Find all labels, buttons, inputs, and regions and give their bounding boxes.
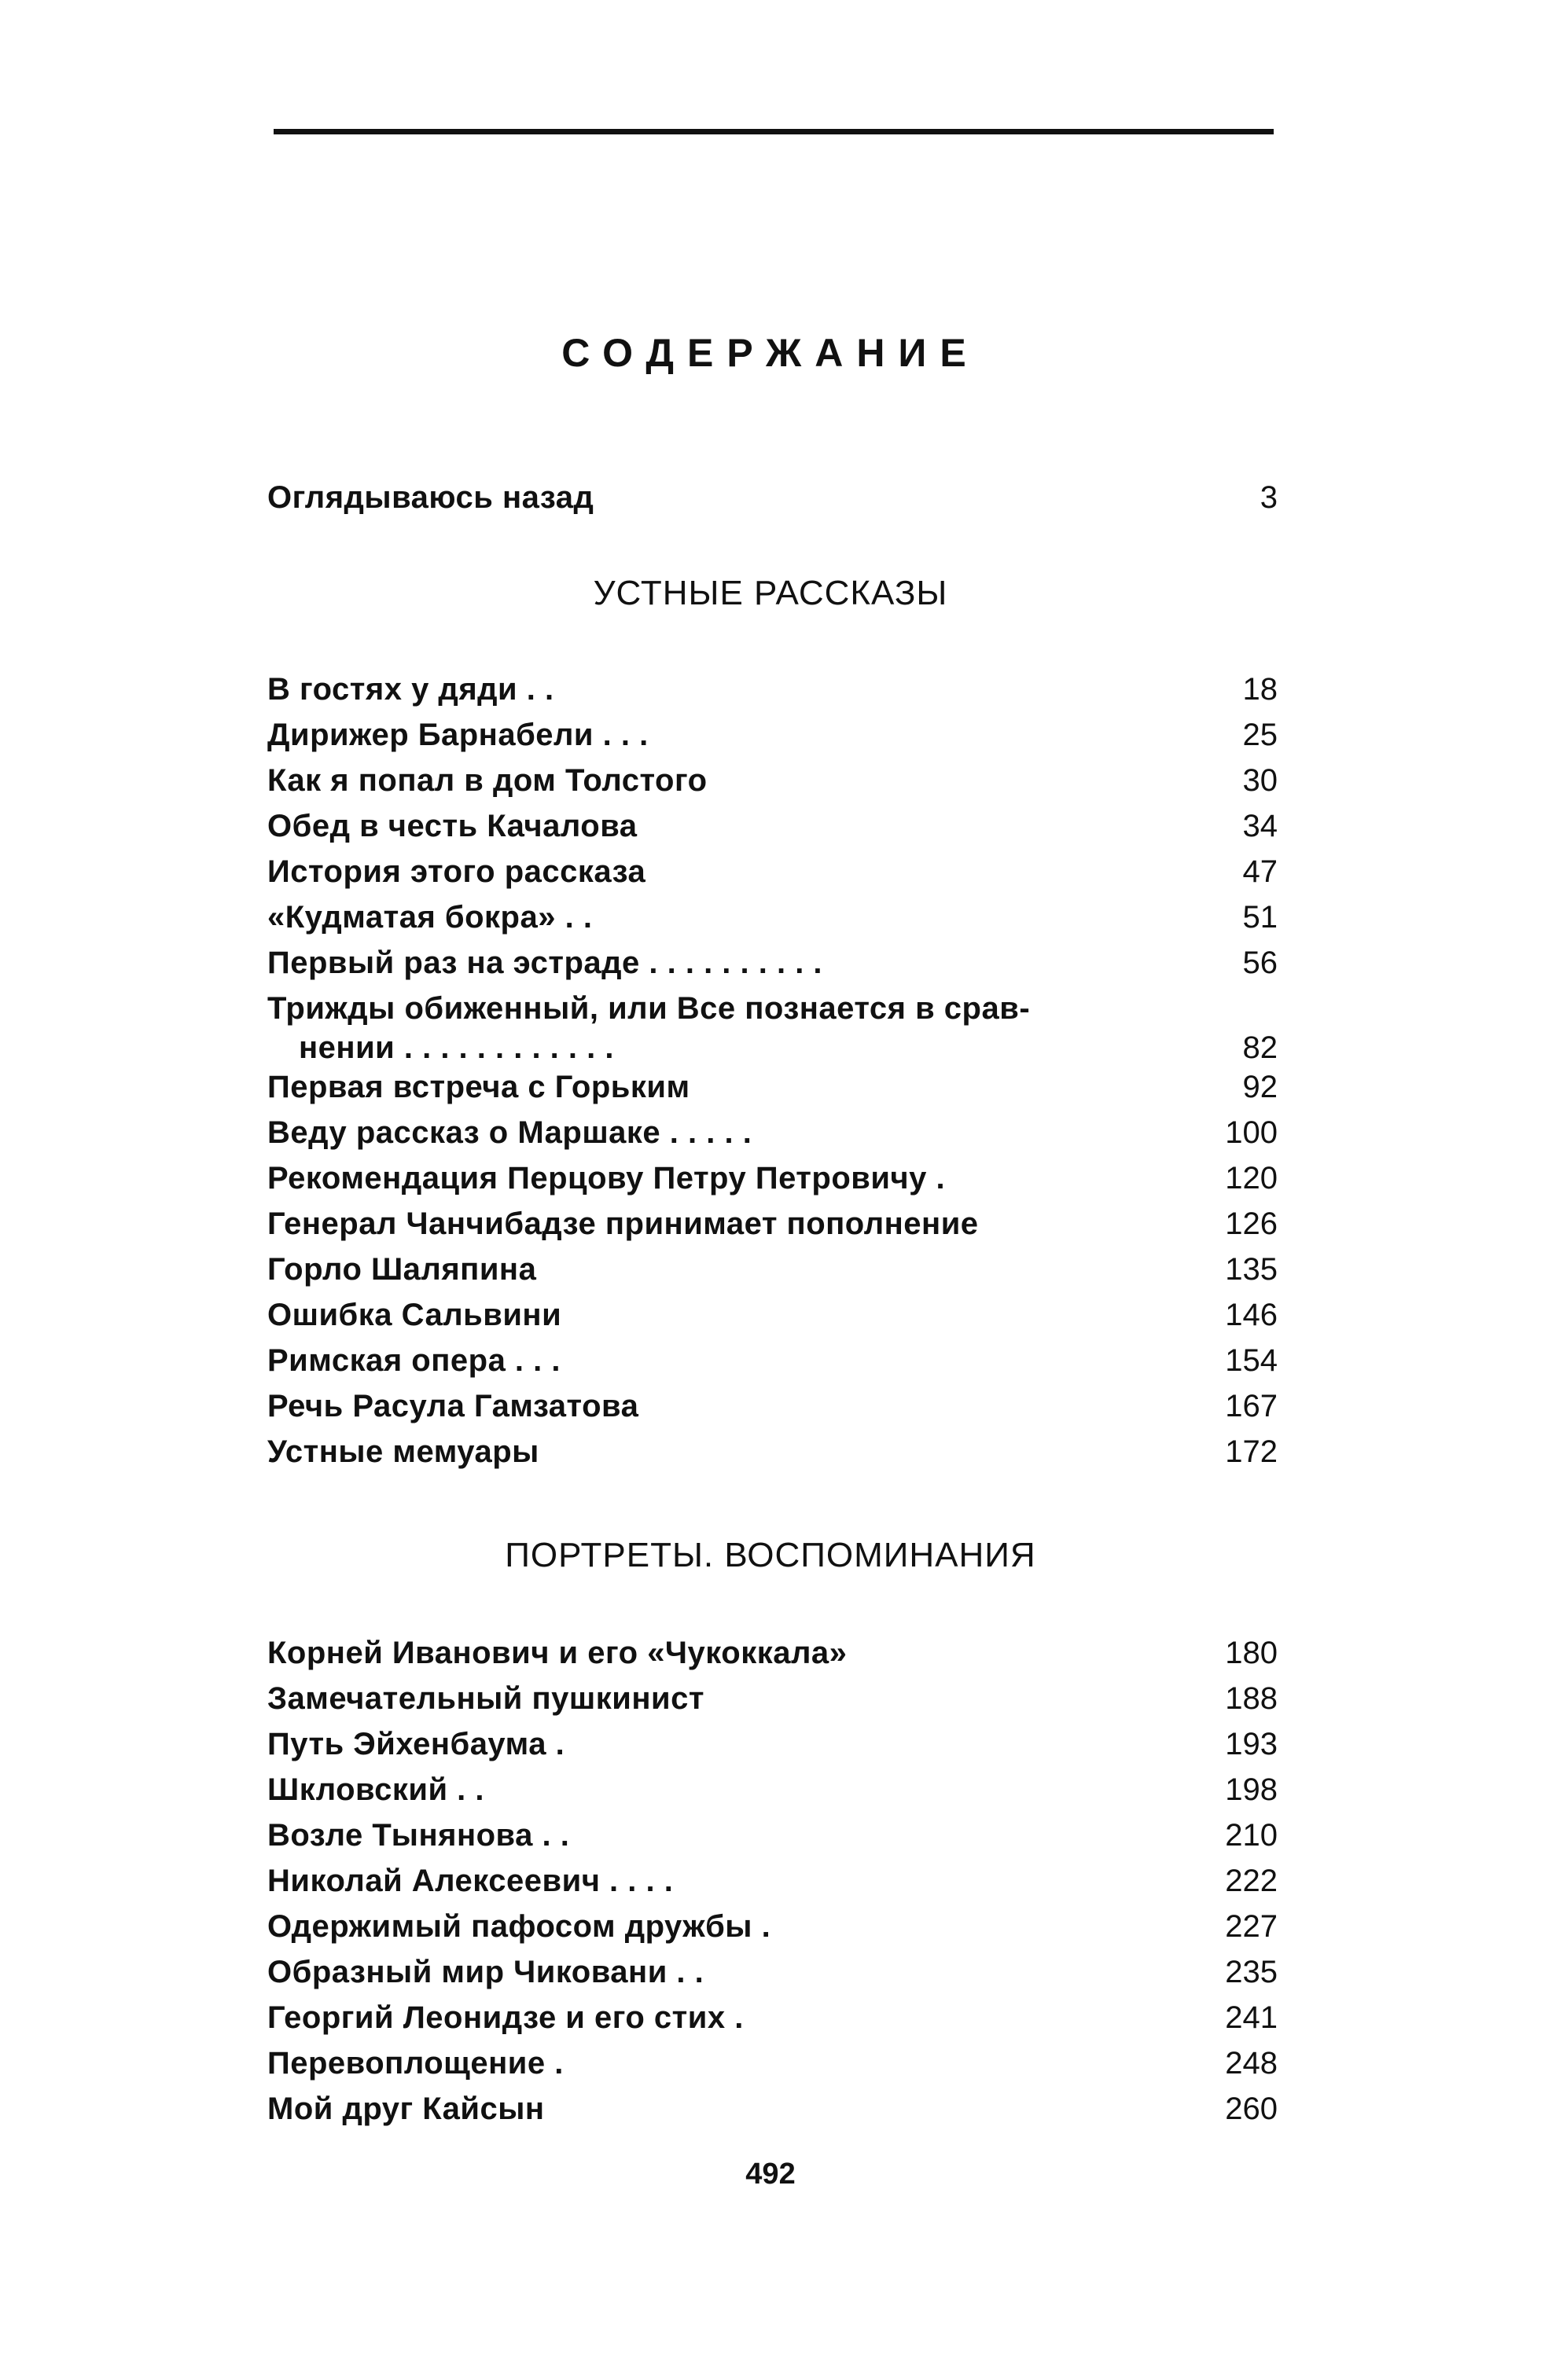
toc-entry[interactable] [267, 894, 1278, 940]
toc-entry[interactable] [267, 1155, 1278, 1201]
toc-entry-page: 172 [1225, 1434, 1278, 1469]
toc-entry[interactable] [267, 1201, 1278, 1247]
toc-entry-title: Горло Шаляпина [267, 1252, 537, 1287]
section-title: УСТНЫЕ РАССКАЗЫ [593, 574, 948, 612]
toc-entry[interactable] [267, 712, 1278, 758]
toc-entry-page: 120 [1225, 1161, 1278, 1196]
toc-entry-page: 154 [1225, 1343, 1278, 1378]
toc-entry-title: Путь Эйхенбаума . [267, 1727, 565, 1761]
toc-entry[interactable] [267, 1767, 1278, 1813]
toc-entry-page: 51 [1242, 900, 1278, 935]
toc-entry-title: Шкловский . . [267, 1772, 485, 1807]
toc-entry[interactable] [267, 758, 1278, 803]
toc-entry-page: 92 [1242, 1070, 1278, 1104]
toc-entry-title: Возле Тынянова . . [267, 1818, 570, 1853]
toc-entry[interactable] [267, 2086, 1278, 2132]
toc-entry-page: 126 [1225, 1207, 1278, 1241]
toc-entry[interactable] [267, 1949, 1278, 1995]
toc-entry[interactable] [267, 1338, 1278, 1383]
toc-entry[interactable] [267, 667, 1278, 712]
toc-entry-title: Веду рассказ о Маршаке . . . . . [267, 1115, 752, 1150]
toc-entry[interactable] [267, 1630, 1278, 1676]
toc-entry-page: 188 [1225, 1681, 1278, 1716]
toc-entry[interactable] [267, 2040, 1278, 2086]
toc-entry-page: 135 [1225, 1252, 1278, 1287]
section-title: ПОРТРЕТЫ. ВОСПОМИНАНИЯ [505, 1536, 1036, 1574]
toc-entry-page: 210 [1225, 1818, 1278, 1853]
toc-entry-page: 235 [1225, 1955, 1278, 1989]
toc-entry[interactable] [267, 1858, 1278, 1904]
toc-entry-title: Одержимый пафосом дружбы . [267, 1909, 771, 1944]
toc-entry[interactable] [267, 1995, 1278, 2040]
toc-entry-title: Речь Расула Гамзатова [267, 1389, 639, 1423]
toc-entry-title: В гостях у дяди . . [267, 672, 554, 707]
toc-entry-title-continuation: нении . . . . . . . . . . . . [299, 1030, 614, 1065]
toc-entry-title: Трижды обиженный, или Все познается в срав- [267, 991, 1031, 1026]
toc-entry[interactable] [267, 1110, 1278, 1155]
toc-entry[interactable] [267, 1813, 1278, 1858]
toc-entry-title: Дирижер Барнабели . . . [267, 718, 649, 752]
toc-entry-page: 222 [1225, 1864, 1278, 1898]
toc-entry-title: Первая встреча с Горьким [267, 1070, 690, 1104]
toc-entry[interactable] [267, 940, 1278, 986]
toc-entry-title: История этого рассказа [267, 854, 646, 889]
toc-entry-page: 241 [1225, 2000, 1278, 2035]
toc-entry-page: 3 [1260, 480, 1278, 515]
toc-entry-page: 167 [1225, 1389, 1278, 1423]
toc-entry-page: 100 [1225, 1115, 1278, 1150]
toc-entry-page: 82 [1242, 1030, 1278, 1065]
page-number: 492 [745, 2158, 796, 2191]
toc-entry-title: Перевоплощение . [267, 2046, 564, 2081]
toc-entry[interactable] [267, 1429, 1278, 1475]
toc-entry-page: 180 [1225, 1636, 1278, 1670]
toc-entry[interactable] [267, 849, 1278, 894]
top-rule [274, 129, 1274, 134]
toc-entry-title: «Кудматая бокра» . . [267, 900, 593, 935]
toc-entry-page: 260 [1225, 2092, 1278, 2126]
toc-entry[interactable] [267, 475, 1278, 520]
toc-entry-title: Устные мемуары [267, 1434, 539, 1469]
toc-entry[interactable] [267, 1383, 1278, 1429]
toc-entry-title: Николай Алексеевич . . . . [267, 1864, 674, 1898]
toc-entry[interactable] [267, 803, 1278, 849]
toc-entry-title: Георгий Леонидзе и его стих . [267, 2000, 744, 2035]
toc-entry[interactable] [267, 1721, 1278, 1767]
page-title: СОДЕРЖАНИЕ [561, 331, 980, 375]
toc-entry-title: Ошибка Сальвини [267, 1298, 562, 1332]
toc-entry-title: Мой друг Кайсын [267, 2092, 545, 2126]
toc-entry-title: Рекомендация Перцову Петру Петровичу . [267, 1161, 946, 1196]
toc-entry-title: Римская опера . . . [267, 1343, 561, 1378]
toc-entry-page: 47 [1242, 854, 1278, 889]
toc-entry-page: 146 [1225, 1298, 1278, 1332]
toc-entry[interactable] [267, 1904, 1278, 1949]
toc-entry[interactable] [267, 1064, 1278, 1110]
toc-entry-title: Генерал Чанчибадзе принимает пополнение [267, 1207, 979, 1241]
toc-entry-page: 248 [1225, 2046, 1278, 2081]
toc-entry-page: 34 [1242, 809, 1278, 843]
toc-entry[interactable] [267, 1247, 1278, 1292]
toc-entry[interactable] [267, 1676, 1278, 1721]
toc-entry[interactable] [267, 1292, 1278, 1338]
toc-entry-title: Корней Иванович и его «Чукоккала» [267, 1636, 848, 1670]
toc-entry-title: Как я попал в дом Толстого [267, 763, 708, 798]
toc-entry-title: Оглядываюсь назад [267, 480, 594, 515]
toc-entry-page: 30 [1242, 763, 1278, 798]
toc-entry-page: 56 [1242, 946, 1278, 980]
toc-entry-page: 193 [1225, 1727, 1278, 1761]
toc-entry[interactable] [267, 986, 1278, 1072]
toc-entry-title: Замечательный пушкинист [267, 1681, 704, 1716]
toc-entry-title: Первый раз на эстраде . . . . . . . . . . [267, 946, 823, 980]
toc-entry-page: 198 [1225, 1772, 1278, 1807]
toc-entry-page: 18 [1242, 672, 1278, 707]
toc-entry-title: Обед в честь Качалова [267, 809, 638, 843]
toc-entry-page: 227 [1225, 1909, 1278, 1944]
toc-entry-title: Образный мир Чиковани . . [267, 1955, 704, 1989]
toc-entry-page: 25 [1242, 718, 1278, 752]
